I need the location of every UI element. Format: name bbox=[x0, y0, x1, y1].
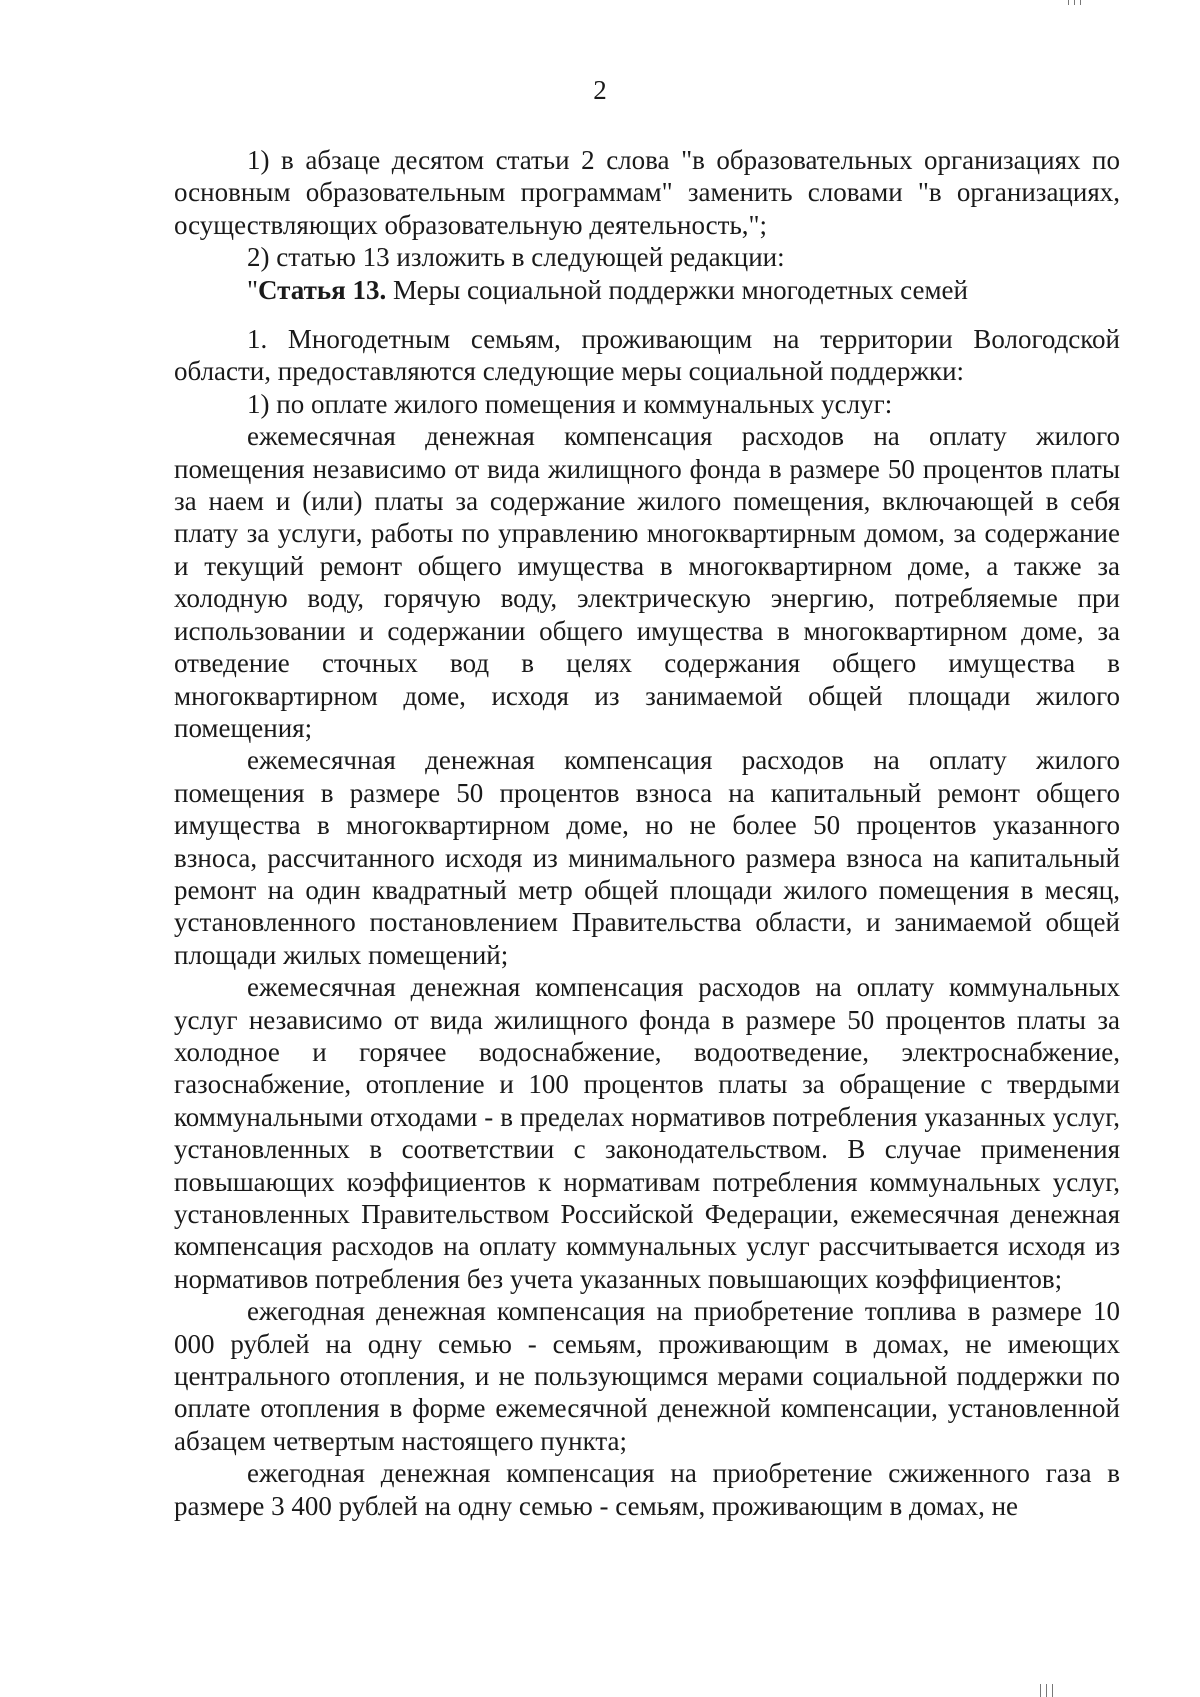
capital-repair-compensation-paragraph: ежемесячная денежная компенсация расходов на оплату жилого помещения в размере 50 процентов взноса на капитальный ремонт общего имущества в многоквартирном доме, но не более 50 процентов указанного взноса, рассчитанного исходя из минимального размера взноса на капитальный ремонт на один квадратный метр общей площади жилого помещения в месяц, установленного постановлением Правительства области, и занимаемой общей площади жилых помещений; bbox=[174, 745, 1120, 970]
scan-artifact-top bbox=[1080, 0, 1081, 5]
scan-artifact-bottom bbox=[1046, 1684, 1047, 1697]
scan-artifact-top bbox=[1074, 0, 1075, 5]
amendment-item-1: 1) в абзаце десятом статьи 2 слова "в образовательных организациях по основным образовательным программам" заменить словами "в организациях, осуществляющих образовательную деятельность,"; bbox=[174, 145, 1120, 240]
housing-compensation-paragraph: ежемесячная денежная компенсация расходов на оплату жилого помещения независимо от вида жилищного фонда в размере 50 процентов платы за наем и (или) платы за содержание жилого помещения, включающей в себя плату за услуги, работы по управлению многоквартирным домом, за содержание и текущий ремонт общего имущества в многоквартирном доме, а также за холодную воду, горячую воду, электрическую энергию, потребляемые при использовании и содержании общего имущества в многоквартирном доме, за отведение сточных вод в целях содержания общего имущества в многоквартирном доме, исходя из занимаемой общей площади жилого помещения; bbox=[174, 421, 1120, 743]
section-gap bbox=[174, 306, 1120, 323]
article-title-text: Меры социальной поддержки многодетных семей bbox=[386, 274, 968, 305]
article-title bbox=[174, 274, 1120, 306]
document-body bbox=[174, 144, 1120, 1522]
gas-compensation-paragraph: ежегодная денежная компенсация на приобретение сжиженного газа в размере 3 400 рублей на одну семью - семьям, проживающим в домах, не bbox=[174, 1458, 1120, 1521]
scan-artifact-bottom bbox=[1052, 1684, 1053, 1697]
scan-artifact-bottom bbox=[1040, 1684, 1041, 1697]
article-title-number: Статья 13. bbox=[258, 274, 387, 305]
amendment-item-2: 2) статью 13 изложить в следующей редакции: bbox=[247, 242, 785, 273]
fuel-compensation-paragraph: ежегодная денежная компенсация на приобретение топлива в размере 10 000 рублей на одну семью - семьям, проживающим в домах, не имеющих центрального отопления, и не пользующимся мерами социальной поддержки по оплате отопления в форме ежемесячной денежной компенсации, установленной абзацем четвертым настоящего пункта; bbox=[174, 1296, 1120, 1456]
article-title-quote: " bbox=[247, 274, 259, 305]
utilities-compensation-paragraph: ежемесячная денежная компенсация расходов на оплату коммунальных услуг независимо от вида жилищного фонда в размере 50 процентов платы за холодное и горячее водоснабжение, водоотведение, электроснабжение, газоснабжение, отопление и 100 процентов платы за обращение с твердыми коммунальными отходами - в пределах нормативов потребления указанных услуг, установленных в соответствии с законодательством. В случае применения повышающих коэффициентов к нормативам потребления коммунальных услуг, установленных Правительством Российской Федерации, ежемесячная денежная компенсация расходов на оплату коммунальных услуг рассчитывается исходя из нормативов потребления без учета указанных повышающих коэффициентов; bbox=[174, 972, 1120, 1294]
scan-artifact-top bbox=[1068, 0, 1069, 5]
article-subitem-1: 1) по оплате жилого помещения и коммунальных услуг: bbox=[247, 388, 893, 419]
article-paragraph-1: 1. Многодетным семьям, проживающим на территории Вологодской области, предоставляются следующие меры социальной поддержки: bbox=[174, 324, 1120, 387]
page-number: 2 bbox=[593, 75, 607, 105]
